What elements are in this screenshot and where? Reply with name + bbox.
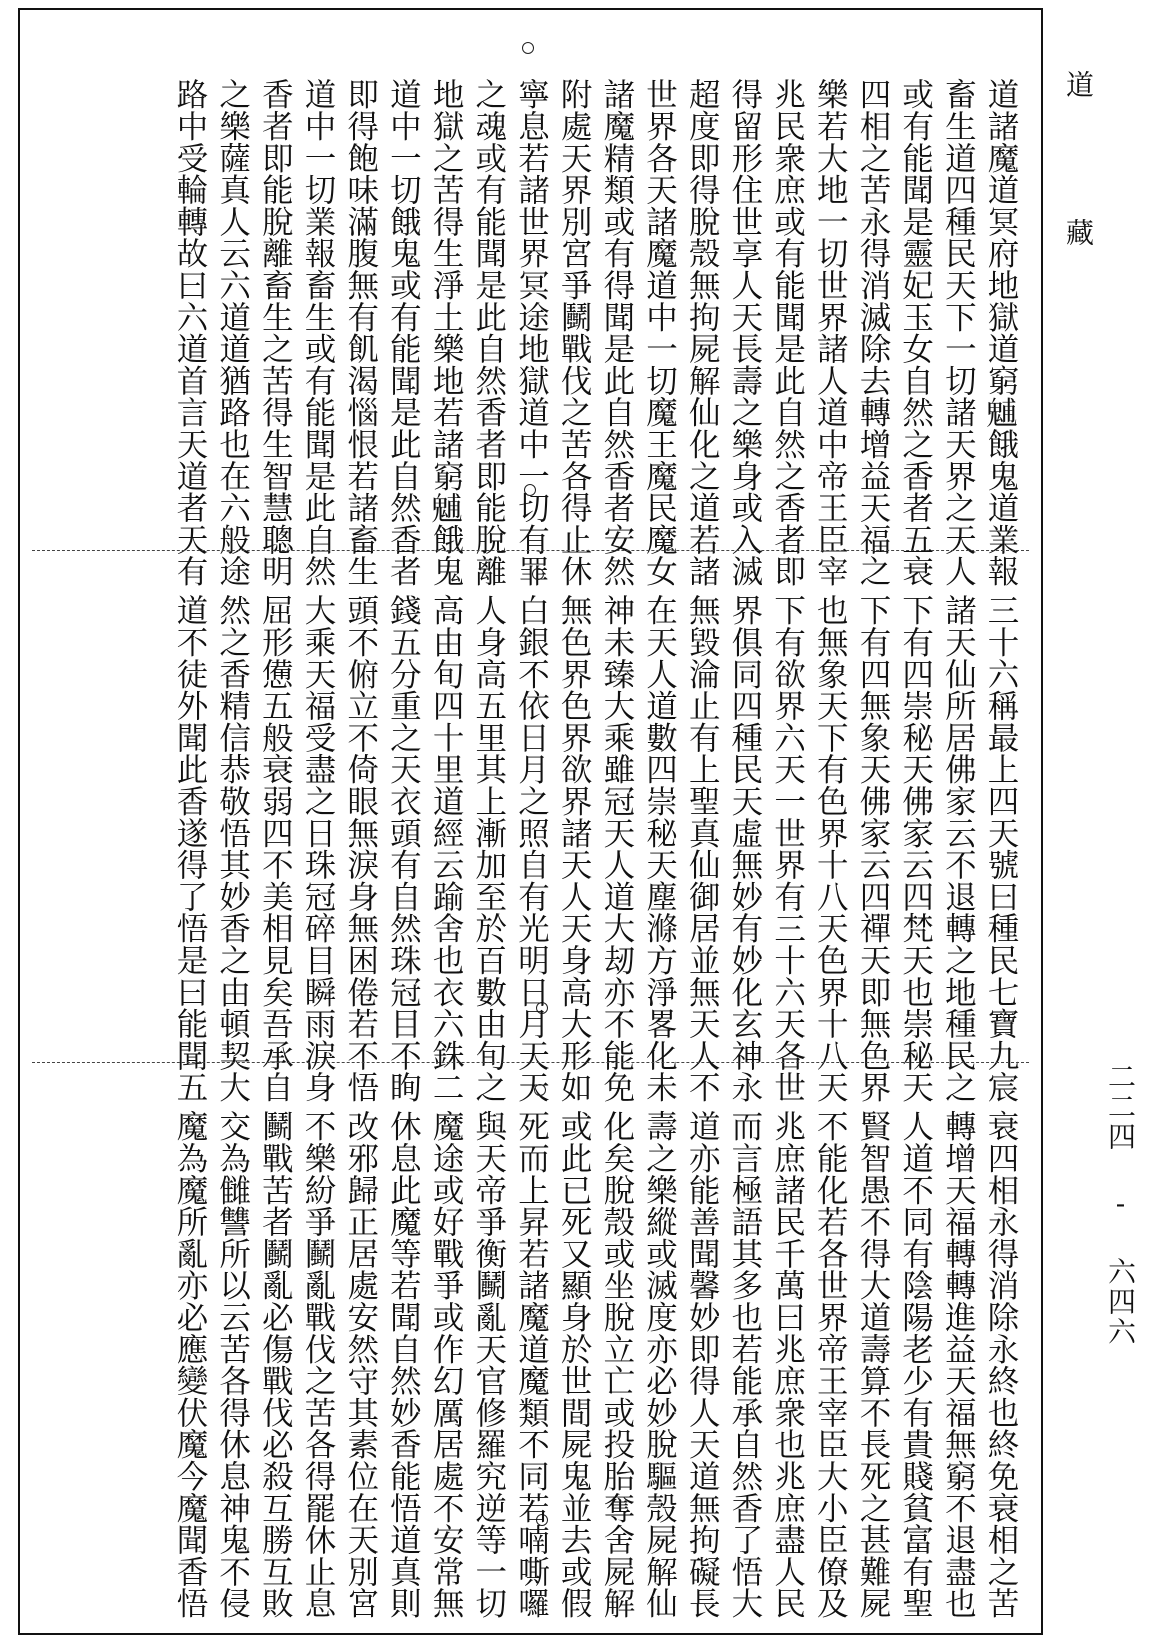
text-column: 諸魔精類或有得聞是此自然香者安然	[598, 78, 635, 587]
text-columns	[167, 594, 1021, 1103]
text-column: 地獄之苦得生淨土樂地若諸窮𩳐餓鬼	[428, 78, 465, 587]
text-column: 神未臻大乘雖冠天人道大刼亦不能免	[598, 594, 635, 1103]
text-column: 下有四無象天佛家云四禪天即無色界	[854, 594, 891, 1103]
text-column: 人身高五里其上漸加至於百數由旬之	[470, 594, 507, 1103]
page-number: 二二四 - 六四六	[1104, 1062, 1137, 1347]
text-columns	[167, 78, 1021, 587]
text-column: 四相之苦永得消滅除去轉增益天福之	[854, 78, 891, 587]
text-column: 下有四崇秘天佛家云四梵天也崇秘天	[897, 594, 934, 1103]
text-column: 之魂或有能聞是此自然香者即能脫離	[470, 78, 507, 587]
text-column: 魔途或好戰爭或作幻厲居處不安常無	[428, 1110, 465, 1619]
text-column: 不能化若各世界帝王宰臣大小臣僚及	[812, 1110, 849, 1619]
text-register-bottom	[24, 1070, 1039, 1630]
page-frame	[18, 8, 1043, 1635]
text-column: 在天人道數四崇秘天塵滌方淨畧化未	[641, 594, 678, 1103]
registration-circle-icon	[534, 1084, 546, 1096]
text-column: 世界各天諸魔道中一切魔王魔民魔女	[641, 78, 678, 587]
text-column: 死而上昇若諸魔道魔類不同若喃嘶囉	[513, 1110, 550, 1619]
text-column: 轉增天福轉轉進益天福無窮不退盡也	[940, 1110, 977, 1619]
text-column: 而言極語其多也若能承自然香了悟大	[726, 1110, 763, 1619]
text-column: 改邪歸正居處安然守其素位在天別宮	[342, 1110, 379, 1619]
text-column: 屈形憊五般衰弱四不美相見矣吾承自	[257, 594, 294, 1103]
text-column: 畜生道四種民天下一切諸天界之天人	[940, 78, 977, 587]
text-column: 壽之樂縱或滅度亦必妙脫驅殼屍解仙	[641, 1110, 678, 1619]
text-column: 超度即得脫殼無拘屍解仙化之道若諸	[684, 78, 721, 587]
text-column: 道亦能善聞馨妙即得人天道無拘礙長	[684, 1110, 721, 1619]
text-column: 白銀不依日月之照自有光明日月天天	[513, 594, 550, 1103]
register-divider	[32, 1062, 1029, 1063]
text-column: 下有欲界六天一世界有三十六天各世	[769, 594, 806, 1103]
text-column: 道諸魔道冥府地獄道窮𩳐餓鬼道業報	[983, 78, 1019, 587]
text-column: 賢智愚不得大道壽算不長死之甚難屍	[854, 1110, 891, 1619]
text-columns	[167, 1110, 1021, 1619]
text-column: 路中受輪轉故曰六道首言天道者天有	[171, 78, 208, 587]
text-column: 鬭戰苦者鬭亂必傷戰伐必殺互勝互敗	[257, 1110, 294, 1619]
text-column: 附處天界別宮爭鬭戰伐之苦各得止休	[556, 78, 593, 587]
text-column: 香者即能脫離畜生之苦得生智慧聰明	[257, 78, 294, 587]
text-column: 無色界色界欲界諸天人天身高大形如	[556, 594, 593, 1103]
registration-circle-icon	[522, 42, 534, 54]
text-column: 交為雠讐所以云苦各得休息神鬼不侵	[214, 1110, 251, 1619]
text-column: 大乘天福受盡之日珠冠碎目瞬雨淚身	[300, 594, 336, 1103]
text-register-top	[24, 10, 1039, 587]
text-column: 化矣脫殼或坐脫立亡或投胎奪舍屍解	[598, 1110, 635, 1619]
text-column: 即得飽味滿腹無有飢渴惱恨若諸畜生	[342, 78, 379, 587]
text-column: 兆民衆庶或有能聞是此自然之香者即	[769, 78, 806, 587]
text-register-middle	[24, 554, 1039, 1103]
text-column: 道中一切業報畜生或有能聞是此自然	[300, 78, 336, 587]
text-column: 界俱同四種民天虛無妙有妙化玄神永	[726, 594, 763, 1103]
text-column: 諸天仙所居佛家云不退轉之地種民之	[940, 594, 977, 1103]
text-column: 兆庶諸民千萬曰兆庶衆也兆庶盡人民	[769, 1110, 806, 1619]
text-column: 或有能聞是靈妃玉女自然之香者五衰	[897, 78, 934, 587]
text-column: 寧息若諸世界冥途地獄道中一切有罪	[513, 78, 550, 587]
text-column: 與天帝爭衡鬭亂天官修羅究逆等一切	[470, 1110, 507, 1619]
text-column: 之樂薩真人云六道道猶路也在六般途	[214, 78, 251, 587]
text-column: 人道不同有陰陽老少有貴賤貧富有聖	[897, 1110, 934, 1619]
registration-circle-icon	[532, 568, 544, 580]
text-column: 休息此魔等若聞自然妙香能悟道真則	[385, 1110, 422, 1619]
text-column: 衰四相永得消除永終也終免衰相之苦	[983, 1110, 1019, 1619]
text-column: 頭不俯立不倚眼無淚身無困倦若不悟	[342, 594, 379, 1103]
text-column: 不樂紛爭鬭亂戰伐之苦各得罷休止息	[300, 1110, 336, 1619]
register-divider	[32, 550, 1029, 551]
text-column: 魔為魔所亂亦必應變伏魔今魔聞香悟	[171, 1110, 208, 1619]
text-column: 樂若大地一切世界諸人道中帝王臣宰	[812, 78, 849, 587]
text-column: 然之香精信恭敬悟其妙香之由頓契大	[214, 594, 251, 1103]
text-column: 道中一切餓鬼或有能聞是此自然香者	[385, 78, 422, 587]
text-column: 或此已死又顯身於世間屍鬼並去或假	[556, 1110, 593, 1619]
text-column: 也無象天下有色界十八天色界十八天	[812, 594, 849, 1103]
text-column: 道不徒外聞此香遂得了悟是曰能聞五	[171, 594, 208, 1103]
text-column: 高由旬四十里道經云踰舍也衣六銖二	[428, 594, 465, 1103]
text-column: 三十六稱最上四天號曰種民七寶九宸	[983, 594, 1019, 1103]
margin-title: 道藏	[1062, 70, 1095, 366]
text-column: 無毀淪止有上聖真仙御居並無天人不	[684, 594, 721, 1103]
text-column: 得留形住世享人天長壽之樂身或入滅	[726, 78, 763, 587]
text-column: 錢五分重之天衣頭有自然珠冠目不眴	[385, 594, 422, 1103]
